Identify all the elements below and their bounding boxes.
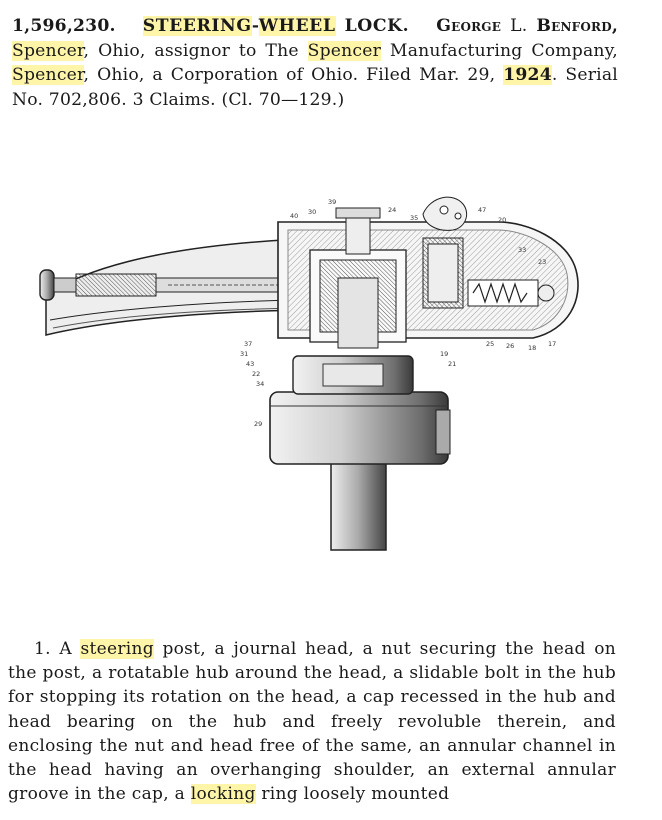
title-separator: - [251,16,259,36]
title-word-lock: LOCK. [344,16,410,36]
city-highlight-1: Spencer [12,40,84,61]
claim-text-3: ring loosely mounted [261,784,450,805]
claim-highlight-steering: steering [80,639,154,659]
svg-text:22: 22 [252,370,261,378]
hub-drum [270,392,450,464]
claim-text-2: post, a journal head, a nut securing the head on the post, a rotatable hub around the head, a slidable bolt in the hub for stopping its rotation on the head, a cap recessed in the hub and head bearing on the hub and freely revoluble therein, and enclosing the nut and head free of the same, an annular channel in the head having an overhanging shoulder, an external annular groove in the cap, a [8,639,616,805]
claim-paragraph [8,637,616,806]
svg-text:33: 33 [518,246,527,254]
upper-collar [293,356,413,394]
header-text-4: . Serial No. 702,806. 3 Claims. (Cl. 70—129.) [12,65,618,110]
patent-header [12,14,618,112]
header-text-2: Manufacturing Company, [389,40,618,61]
patent-drawing [28,160,603,560]
svg-text:30: 30 [308,208,317,216]
company-highlight: Spencer [307,40,382,61]
title-word-wheel: WHEEL [258,16,336,36]
svg-text:19: 19 [440,350,449,358]
steering-post-shaft [331,450,386,550]
svg-text:23: 23 [538,258,547,266]
svg-text:26: 26 [506,342,515,350]
inventor-first-name: George [436,16,502,36]
svg-text:34: 34 [256,380,265,388]
header-text-1: , Ohio, assignor to The [83,40,299,61]
svg-text:21: 21 [448,360,457,368]
claim-highlight-locking: locking [190,784,256,805]
svg-text:35: 35 [410,214,419,222]
inventor-initial: L. [510,16,528,36]
svg-text:31: 31 [240,350,249,358]
svg-text:40: 40 [290,212,299,220]
svg-text:29: 29 [254,420,263,428]
svg-text:43: 43 [246,360,255,368]
lock-housing [278,197,578,348]
claim-text-1: A [59,639,72,659]
svg-text:24: 24 [388,206,397,214]
svg-text:25: 25 [486,340,495,348]
inventor-last-name: Benford, [536,16,618,36]
svg-text:37: 37 [244,340,253,348]
patent-number: 1,596,230. [12,16,116,36]
header-text-3: , Ohio, a Corporation of Ohio. Filed Mar. 29, [83,65,496,85]
svg-text:47: 47 [478,206,487,214]
filing-year-highlight: 1924 [503,65,552,85]
city-highlight-2: Spencer [12,65,84,85]
claim-number: 1. [34,639,51,659]
svg-text:39: 39 [328,198,337,206]
svg-text:18: 18 [528,344,537,352]
svg-text:20: 20 [498,216,507,224]
svg-text:17: 17 [548,340,557,348]
title-word-steering: STEERING [142,16,252,36]
